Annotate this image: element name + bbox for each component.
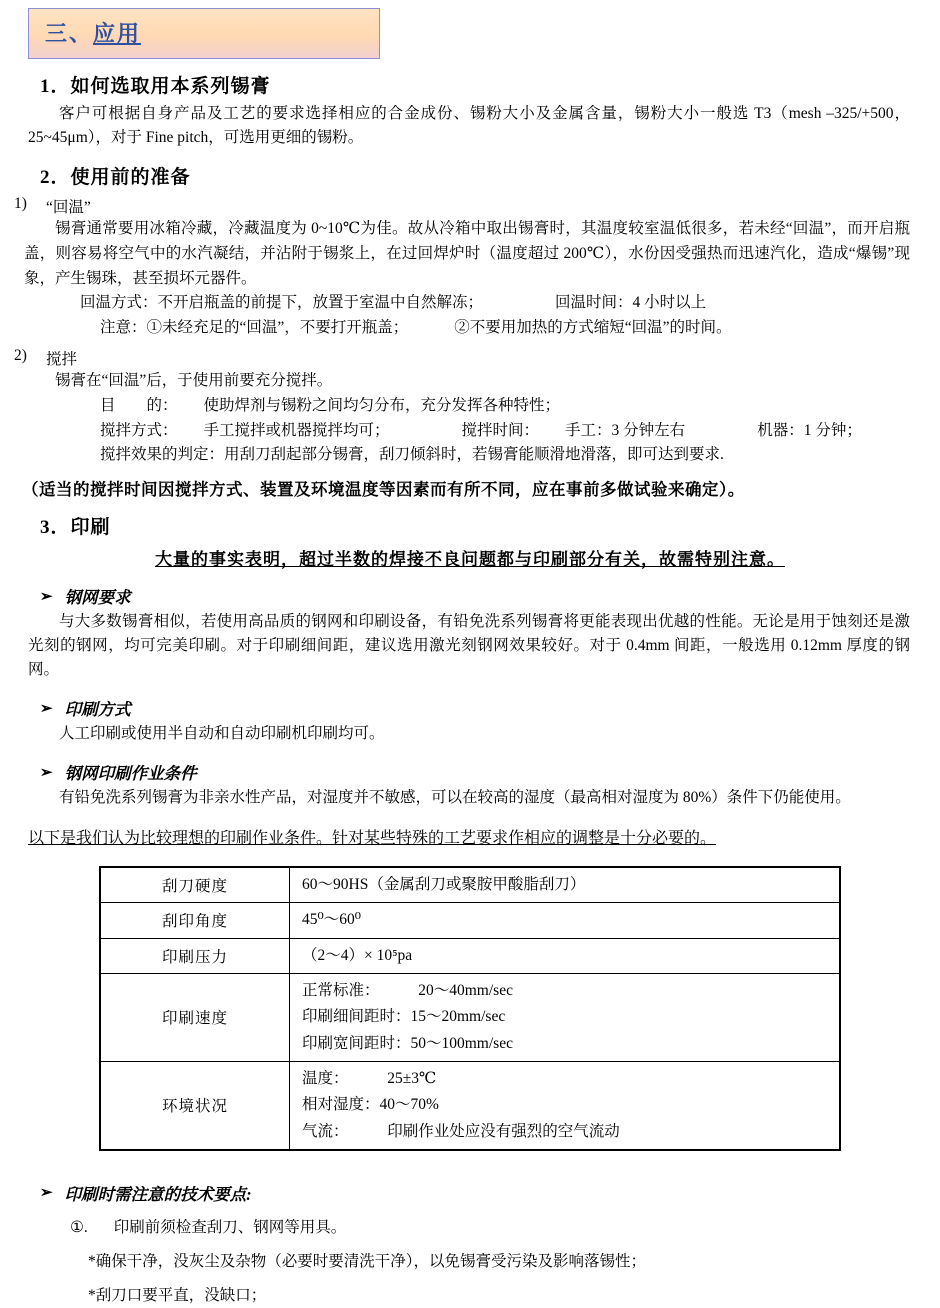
table-cell-value: （2～4）× 10⁵pa: [290, 938, 841, 973]
arrow-item-label: 印刷时需注意的技术要点:: [64, 1184, 252, 1204]
table-cell-label: 印刷压力: [100, 938, 290, 973]
mixing-purpose-row: [24, 394, 910, 419]
warmup-time: 回温时间：4 小时以上: [555, 294, 707, 312]
table-row: [100, 973, 840, 1061]
list-item-title: 搅拌: [46, 351, 78, 369]
warmup-method-row: [24, 291, 910, 316]
list-marker: 2): [14, 347, 27, 365]
list-marker: 1): [14, 195, 27, 213]
table-row: [100, 1061, 840, 1150]
mixing-purpose-label: 目 的：: [100, 396, 178, 414]
table-row: [100, 903, 840, 938]
tip-subitem: *确保干净，没灰尘及杂物（必要时要清洗干净），以免锡膏受污染及影响落锡性；: [88, 1252, 647, 1270]
warmup-note-1: 注意：①未经充足的“回温”，不要打开瓶盖；: [100, 319, 409, 337]
arrow-item-printing-tips: [40, 1181, 940, 1205]
mixing-method-label: 搅拌方式：: [100, 421, 178, 439]
section-banner: [28, 8, 380, 59]
warmup-body: [0, 217, 940, 341]
banner-prefix: 三、: [45, 21, 94, 46]
mixing-judge-label: 搅拌效果的判定：: [100, 446, 225, 464]
heading-printing: 3．印刷: [40, 517, 111, 539]
arrow-item-label: 印刷方式: [64, 700, 131, 720]
arrow-item-printing-method: [40, 696, 940, 720]
arrow-item-stencil-requirements: [40, 584, 940, 608]
tip-text: 印刷前须检查刮刀、钢网等用具。: [113, 1218, 347, 1236]
heading-preparation: 2．使用前的准备: [40, 167, 191, 189]
list-item: [0, 347, 940, 369]
mixing-judge-text: 用刮刀刮起部分锡膏，刮刀倾斜时，若锡膏能顺滑地滑落，即可达到要求.: [224, 446, 724, 464]
warmup-paragraph: 锡膏通常要用冰箱冷藏，冷藏温度为 0~10℃为佳。故从冷箱中取出锡膏时，其温度较室温低很多，若未经“回温”，而开启瓶盖，则容易将空气中的水汽凝结，并沾附于锡浆上，在过回焊炉时（温度超过 200℃），水份因受强热而迅速汽化，造成“爆锡”现象，产生锡珠，甚至损坏元器件。: [24, 220, 910, 287]
mixing-time-text2: 机器：1 分钟；: [757, 421, 862, 439]
paragraph-ideal-conditions: 以下是我们认为比较理想的印刷作业条件。针对某些特殊的工艺要求作相应的调整是十分必要的。: [28, 830, 717, 848]
table-row: [100, 938, 840, 973]
table-row: [100, 867, 840, 903]
banner-text: [45, 17, 379, 48]
table-cell-label: 刮刀硬度: [100, 867, 290, 903]
document-page: [0, 8, 940, 1308]
mixing-time-label: 搅拌时间：: [461, 421, 540, 439]
table-cell-value: 45⁰～60⁰: [290, 903, 841, 938]
mixing-note: （适当的搅拌时间因搅拌方式、装置及环境温度等因素而有所不同，应在事前多做试验来确定）。: [22, 480, 745, 500]
printing-conditions-table: [99, 866, 841, 1151]
arrow-icon: ➢: [40, 700, 53, 717]
table-cell-label: 环境状况: [100, 1061, 290, 1150]
arrow-item-label: 钢网印刷作业条件: [64, 764, 197, 784]
tip-subitem: *刮刀口要平直，没缺口；: [88, 1286, 267, 1304]
paragraph-printing-method: 人工印刷或使用半自动和自动印刷机印刷均可。: [59, 725, 385, 743]
mixing-body: [0, 369, 940, 468]
mixing-method-row: [24, 419, 910, 444]
list-item-title: “回温”: [46, 199, 91, 217]
table-cell-label: 印刷速度: [100, 973, 290, 1061]
banner-title: 应用: [93, 21, 142, 46]
arrow-icon: ➢: [40, 764, 53, 781]
arrow-icon: ➢: [40, 1185, 53, 1202]
mixing-purpose-text: 使助焊剂与锡粉之间均匀分布，充分发挥各种特性；: [203, 396, 561, 414]
mixing-method-text: 手工搅拌或机器搅拌均可；: [203, 421, 390, 439]
mixing-time-text: 手工：3 分钟左右: [565, 421, 686, 439]
heading-select-paste: 1．如何选取用本系列锡膏: [40, 76, 271, 97]
paragraph-stencil-requirements: 与大多数锡膏相似，若使用高品质的钢网和印刷设备，有铅免洗系列锡膏将更能表现出优越的性能。无论是用于蚀刻还是激光刻的钢网，均可完美印刷。对于印刷细间距，建议选用激光刻钢网效果较好。对于 0.4mm 间距，一般选用 0.12mm 厚度的钢网。: [28, 613, 910, 679]
printing-emphasis: 大量的事实表明，超过半数的焊接不良问题都与印刷部分有关，故需特别注意。: [155, 550, 785, 570]
warmup-method: 回温方式：不开启瓶盖的前提下，放置于室温中自然解冻；: [80, 294, 484, 312]
paragraph-select-paste: 客户可根据自身产品及工艺的要求选择相应的合金成份、锡粉大小及金属含量，锡粉大小一般选 T3（mesh –325/+500，25~45μm），对于 Fine pitch，可选用更细的锡粉。: [28, 105, 910, 147]
arrow-item-printing-conditions: [40, 760, 940, 784]
table-cell-value: 60～90HS（金属刮刀或聚胺甲酸脂刮刀）: [290, 867, 841, 903]
table-cell-value: 温度： 25±3℃ 相对湿度：40～70% 气流： 印刷作业处应没有强烈的空气流动: [290, 1061, 841, 1150]
mixing-paragraph: 锡膏在“回温”后，于使用前要充分搅拌。: [55, 372, 333, 390]
mixing-judge-row: [24, 443, 910, 468]
table-cell-label: 刮印角度: [100, 903, 290, 938]
tip-item: [70, 1215, 940, 1237]
warmup-note-row: [24, 316, 910, 341]
table-cell-value: 正常标准： 20～40mm/sec 印刷细间距时：15～20mm/sec 印刷宽间距时：50～100mm/sec: [290, 973, 841, 1061]
arrow-item-label: 钢网要求: [64, 588, 131, 608]
warmup-note-2: ②不要用加热的方式缩短“回温”的时间。: [454, 319, 732, 337]
tip-marker: ①.: [70, 1218, 88, 1236]
arrow-icon: ➢: [40, 588, 53, 605]
list-item: [0, 195, 940, 217]
paragraph-printing-conditions: 有铅免洗系列锡膏为非亲水性产品，对湿度并不敏感，可以在较高的湿度（最高相对湿度为 80%）条件下仍能使用。: [59, 789, 851, 807]
